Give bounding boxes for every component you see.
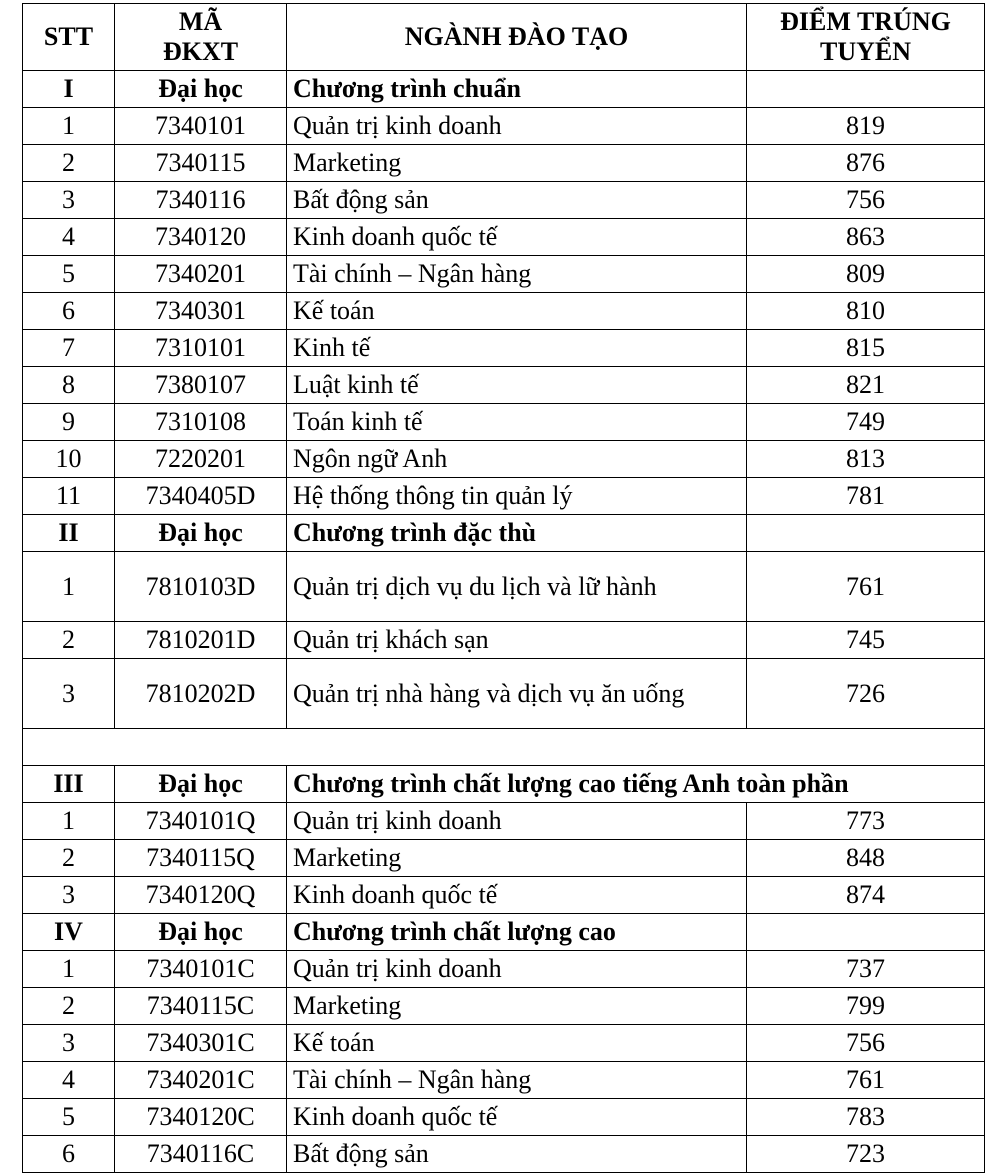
row-major-name: Tài chính – Ngân hàng <box>287 1062 747 1099</box>
section-level: Đại học <box>115 766 287 803</box>
header-stt: STT <box>23 4 115 71</box>
table-row <box>23 256 985 293</box>
spacer-row <box>23 729 985 766</box>
row-stt: 6 <box>23 293 115 330</box>
table-row <box>23 219 985 256</box>
row-stt: 9 <box>23 404 115 441</box>
row-code: 7340101Q <box>115 803 287 840</box>
admission-scores-table <box>22 3 985 1173</box>
row-major-name: Quản trị kinh doanh <box>287 803 747 840</box>
row-major-name: Hệ thống thông tin quản lý <box>287 478 747 515</box>
row-stt: 4 <box>23 1062 115 1099</box>
row-major-name: Marketing <box>287 840 747 877</box>
row-score: 813 <box>747 441 985 478</box>
row-stt: 3 <box>23 877 115 914</box>
row-stt: 5 <box>23 256 115 293</box>
table-row <box>23 1025 985 1062</box>
row-stt: 8 <box>23 367 115 404</box>
row-stt: 11 <box>23 478 115 515</box>
row-code: 7340120C <box>115 1099 287 1136</box>
row-score: 876 <box>747 145 985 182</box>
row-code: 7340115Q <box>115 840 287 877</box>
row-major-name: Ngôn ngữ Anh <box>287 441 747 478</box>
section-program: Chương trình chất lượng cao <box>287 914 747 951</box>
table-row <box>23 877 985 914</box>
row-stt: 1 <box>23 951 115 988</box>
row-code: 7340301 <box>115 293 287 330</box>
row-major-name: Bất động sản <box>287 1136 747 1173</box>
row-stt: 2 <box>23 145 115 182</box>
table-row <box>23 478 985 515</box>
row-major-name: Toán kinh tế <box>287 404 747 441</box>
row-code: 7810103D <box>115 552 287 622</box>
row-stt: 3 <box>23 182 115 219</box>
row-stt: 2 <box>23 988 115 1025</box>
row-stt: 6 <box>23 1136 115 1173</box>
table-row <box>23 108 985 145</box>
header-major: NGÀNH ĐÀO TẠO <box>287 4 747 71</box>
table-row <box>23 293 985 330</box>
table-row <box>23 803 985 840</box>
row-major-name: Marketing <box>287 145 747 182</box>
row-stt: 10 <box>23 441 115 478</box>
row-stt: 1 <box>23 552 115 622</box>
header-code <box>115 4 287 71</box>
section-row <box>23 515 985 552</box>
table-body <box>23 71 985 1173</box>
row-score: 723 <box>747 1136 985 1173</box>
row-major-name: Quản trị kinh doanh <box>287 108 747 145</box>
row-major-name: Quản trị nhà hàng và dịch vụ ăn uống <box>287 659 747 729</box>
row-stt: 3 <box>23 659 115 729</box>
row-code: 7340115 <box>115 145 287 182</box>
row-code: 7340201 <box>115 256 287 293</box>
table-row <box>23 1136 985 1173</box>
row-major-name: Quản trị dịch vụ du lịch và lữ hành <box>287 552 747 622</box>
row-code: 7340120 <box>115 219 287 256</box>
row-score: 874 <box>747 877 985 914</box>
row-code: 7380107 <box>115 367 287 404</box>
row-score: 745 <box>747 622 985 659</box>
row-stt: 1 <box>23 803 115 840</box>
table-row <box>23 659 985 729</box>
row-score: 749 <box>747 404 985 441</box>
header-score <box>747 4 985 71</box>
table-row <box>23 182 985 219</box>
row-code: 7340120Q <box>115 877 287 914</box>
row-stt: 3 <box>23 1025 115 1062</box>
header-code-line2: ĐKXT <box>162 37 239 66</box>
section-row <box>23 71 985 108</box>
section-number: III <box>23 766 115 803</box>
row-code: 7340116C <box>115 1136 287 1173</box>
row-code: 7340116 <box>115 182 287 219</box>
row-code: 7310101 <box>115 330 287 367</box>
section-row <box>23 914 985 951</box>
section-number: II <box>23 515 115 552</box>
row-code: 7340101C <box>115 951 287 988</box>
table-row <box>23 988 985 1025</box>
row-score: 821 <box>747 367 985 404</box>
row-stt: 5 <box>23 1099 115 1136</box>
row-stt: 2 <box>23 622 115 659</box>
row-score: 761 <box>747 552 985 622</box>
row-code: 7340301C <box>115 1025 287 1062</box>
section-level: Đại học <box>115 71 287 108</box>
header-code-line1: MÃ <box>178 7 223 36</box>
row-major-name: Kinh doanh quốc tế <box>287 1099 747 1136</box>
row-major-name: Kế toán <box>287 293 747 330</box>
row-code: 7810201D <box>115 622 287 659</box>
header-row <box>23 4 985 71</box>
row-score: 815 <box>747 330 985 367</box>
row-score: 848 <box>747 840 985 877</box>
row-major-name: Marketing <box>287 988 747 1025</box>
row-score: 737 <box>747 951 985 988</box>
row-stt: 7 <box>23 330 115 367</box>
section-number: I <box>23 71 115 108</box>
row-score: 809 <box>747 256 985 293</box>
section-score-empty <box>747 71 985 108</box>
section-program: Chương trình chất lượng cao tiếng Anh toàn phần <box>287 766 985 803</box>
table-row <box>23 552 985 622</box>
row-code: 7220201 <box>115 441 287 478</box>
row-score: 783 <box>747 1099 985 1136</box>
row-score: 819 <box>747 108 985 145</box>
row-major-name: Quản trị kinh doanh <box>287 951 747 988</box>
table-row <box>23 367 985 404</box>
row-major-name: Kinh tế <box>287 330 747 367</box>
row-score: 756 <box>747 1025 985 1062</box>
row-code: 7340101 <box>115 108 287 145</box>
row-score: 810 <box>747 293 985 330</box>
row-stt: 4 <box>23 219 115 256</box>
section-score-empty <box>747 914 985 951</box>
row-code: 7810202D <box>115 659 287 729</box>
section-score-empty <box>747 515 985 552</box>
table-row <box>23 622 985 659</box>
table-row <box>23 840 985 877</box>
row-major-name: Kinh doanh quốc tế <box>287 219 747 256</box>
row-score: 773 <box>747 803 985 840</box>
row-major-name: Tài chính – Ngân hàng <box>287 256 747 293</box>
row-code: 7340405D <box>115 478 287 515</box>
row-major-name: Quản trị khách sạn <box>287 622 747 659</box>
section-program: Chương trình chuẩn <box>287 71 747 108</box>
table-row <box>23 404 985 441</box>
row-code: 7310108 <box>115 404 287 441</box>
row-score: 863 <box>747 219 985 256</box>
row-score: 756 <box>747 182 985 219</box>
table-row <box>23 1062 985 1099</box>
table-row <box>23 145 985 182</box>
row-code: 7340201C <box>115 1062 287 1099</box>
section-row <box>23 766 985 803</box>
row-stt: 2 <box>23 840 115 877</box>
spacer-cell <box>23 729 985 766</box>
section-number: IV <box>23 914 115 951</box>
row-major-name: Kế toán <box>287 1025 747 1062</box>
table-row <box>23 951 985 988</box>
header-score-line1: ĐIỂM TRÚNG <box>780 7 951 36</box>
row-code: 7340115C <box>115 988 287 1025</box>
table-row <box>23 1099 985 1136</box>
row-score: 799 <box>747 988 985 1025</box>
row-score: 761 <box>747 1062 985 1099</box>
row-stt: 1 <box>23 108 115 145</box>
row-score: 726 <box>747 659 985 729</box>
row-major-name: Kinh doanh quốc tế <box>287 877 747 914</box>
section-level: Đại học <box>115 515 287 552</box>
row-major-name: Luật kinh tế <box>287 367 747 404</box>
table-row <box>23 441 985 478</box>
header-score-line2: TUYỂN <box>819 37 911 66</box>
table-row <box>23 330 985 367</box>
section-program: Chương trình đặc thù <box>287 515 747 552</box>
section-level: Đại học <box>115 914 287 951</box>
row-major-name: Bất động sản <box>287 182 747 219</box>
row-score: 781 <box>747 478 985 515</box>
